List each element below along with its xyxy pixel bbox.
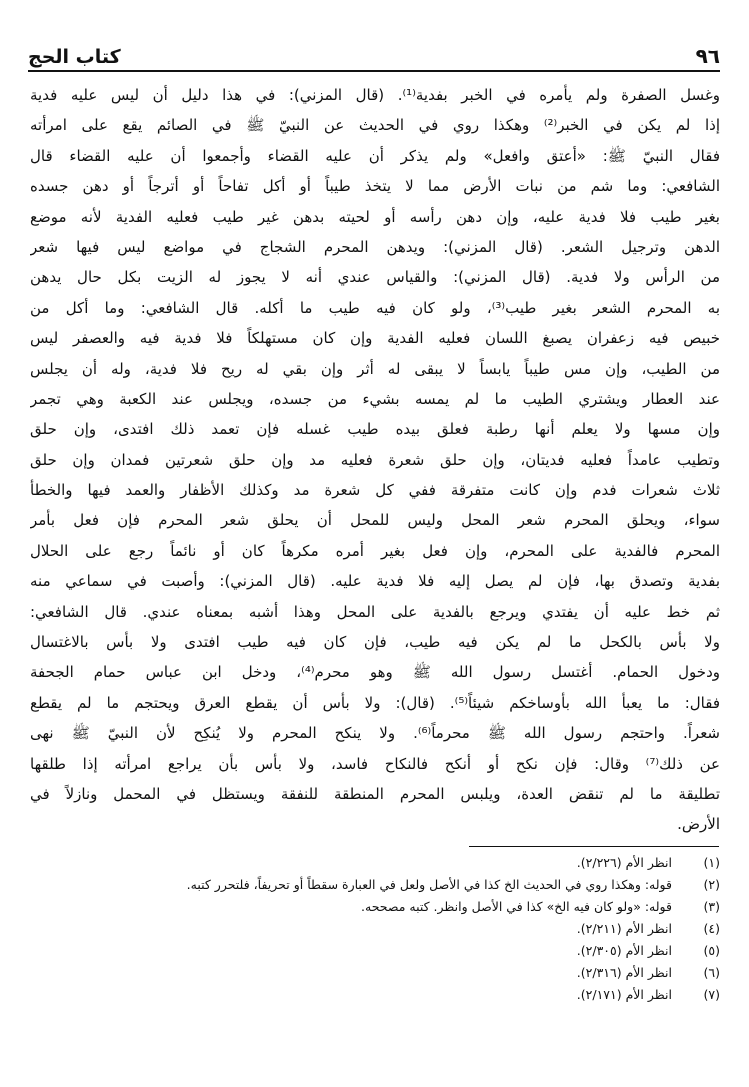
footnote-number: (٧): [703, 987, 720, 1002]
footnote: [30, 852, 720, 874]
text-line: فقال: ما يعبأ الله بأوساخكم شيئاً⁽⁵⁾. (قال): ولا بأس أن يقطع العرق ويحتجم ما لم يقطع: [30, 693, 720, 712]
text-line: ثلاث شعرات فدم وإن كانت متفرقة ففي كل شعرة مد وكذلك الأظفار والعمد فيها والخطأ: [30, 481, 720, 500]
text-line: ودخول الحمام. أغتسل رسول الله ﷺ وهو محرم⁽⁴⁾، ودخل ابن عباس حمام الجحفة: [30, 663, 720, 682]
text-line: الدهن وترجيل الشعر. (قال المزني): ويدهن المحرم الشجاج في مواضع ليس فيها شعر: [30, 237, 720, 256]
header-rule: [28, 70, 720, 72]
footnote-text: انظر الأم (٢/٣٠٥).: [576, 943, 672, 958]
page-header: [28, 38, 720, 68]
text-line: خبيص فيه زعفران يصبغ اللسان فعليه الفدية وإن كان مستهلكاً فلا فدية فيه والعصفر ليس: [30, 329, 720, 348]
footnote-number: (٦): [703, 965, 720, 980]
footnote-number: (٤): [703, 921, 720, 936]
text-line: شعراً. واحتجم رسول الله ﷺ محرماً⁽⁶⁾. ولا ينكح المحرم ولا يُنكِح لأن النبيّ ﷺ نهى: [30, 724, 720, 743]
text-line: عن ذلك⁽⁷⁾ وقال: فإن نكح أو أنكح فالنكاح فاسد، ولا بأس بأن يراجع امرأته إذا طلقها: [30, 754, 720, 773]
text-line: سواء، ويحلق المحرم شعر المحل وليس للمحل أن يحلق شعر المحرم فإن فعل بأمر: [30, 511, 720, 530]
footnote-text: انظر الأم (٢/١٧١).: [576, 987, 672, 1002]
text-line: وتطيب عامداً فعليه فديتان، وإن حلق شعرة فعليه مد وإن حلق شعرتين فمدان وإن حلق: [30, 450, 720, 469]
page-number: ٩٦: [695, 44, 720, 68]
footnote-text: انظر الأم (٢/٢١١).: [576, 921, 672, 936]
text-line: تطليقة ما لم تنقض العدة، ويلبس المحرم المنطقة للنفقة ويستظل في المحمل ونازلاً في: [30, 784, 720, 803]
text-line: المحرم فالفدية على المحرم، وإن فعل بغير أمره مكرهاً كان أو نائماً رجع على الحلال: [30, 541, 720, 560]
footnote: [30, 962, 720, 984]
text-line: عند العطار ويشتري الطيب ما لم يمسه بشيء من جسده، ويجلس عند الكعبة وهي تجمر: [30, 389, 720, 408]
footnote-text: انظر الأم (٢/٢٢٦).: [576, 855, 672, 870]
text-line: من الطيب، وإن مس طيباً يابساً لا يبقى له أثر وإن بقي له ريح فلا فدية، وله أن يجلس: [30, 359, 720, 378]
text-line: وإن مسها ولا يعلم أنها رطبة فعلق بيده طيب غسله فإن تعمد ذلك افتدى، وإن حلق: [30, 420, 720, 439]
text-line: بغير طيب فلا فدية عليه، وإن دهن رأسه أو لحيته بدهن غير طيب فعليه الفدية لأنه موضع: [30, 207, 720, 226]
footnote: [30, 918, 720, 940]
text-line: ولا بأس بالكحل ما لم يكن فيه طيب، فإن كان فيه طيب افتدى ولا بأس بالاغتسال: [30, 633, 720, 652]
footnote: [30, 874, 720, 896]
footnote-number: (١): [703, 855, 720, 870]
footnote-text: قوله: وهكذا روي في الحديث الخ كذا في الأصل ولعل في العبارة سقطاً أو تحريفاً، فلتحرر كتبه.: [186, 877, 672, 892]
book-title: كتاب الحج: [28, 46, 121, 68]
text-line: بفدية وتصدق بها، فإن لم يصل إليه فلا فدية عليه. (قال المزني): وأصبت في سماعي منه: [30, 572, 720, 591]
footnote-number: (٢): [703, 877, 720, 892]
footnote: [30, 940, 720, 962]
footnote-number: (٥): [703, 943, 720, 958]
text-line: فقال النبيّ ﷺ: «أعتق وافعل» ولم يذكر أن عليه القضاء وأجمعوا أن عليه القضاء قال: [30, 146, 720, 165]
text-line: ثم خط عليه أن يفتدي ويرجع بالفدية على المحل وهذا أشبه بمعناه عندي. قال الشافعي:: [30, 602, 720, 621]
text-line: إذا لم يكن في الخبر⁽²⁾ وهكذا روي في الحديث عن النبيّ ﷺ في الصائم يقع على امرأته: [30, 116, 720, 135]
text-line: به المحرم الشعر بغير طيب⁽³⁾، ولو كان فيه طيب ما أكله. قال الشافعي: وما أكل من: [30, 298, 720, 317]
footnote: [30, 984, 720, 1006]
text-line: الشافعي: وما شم من نبات الأرض مما لا يتخذ طيباً أو أكل تفاحاً أو أترجاً أو دهن جسده: [30, 177, 720, 196]
footnote-number: (٣): [703, 899, 720, 914]
footnotes: [30, 852, 720, 1006]
footnote: [30, 896, 720, 918]
footnote-text: انظر الأم (٢/٣١٦).: [576, 965, 672, 980]
footnote-separator: [469, 846, 719, 847]
text-line-last: الأرض.: [677, 815, 720, 834]
main-text: [30, 80, 720, 840]
footnote-text: قوله: «ولو كان فيه الخ» كذا في الأصل وانظر. كتبه مصححه.: [361, 899, 672, 914]
text-line: من الرأس ولا فدية. (قال المزني): والقياس عندي أنه لا يجوز له الزيت بكل حال يدهن: [30, 268, 720, 287]
text-line: وغسل الصفرة ولم يأمره في الخبر بفدية⁽¹⁾. (قال المزني): في هذا دليل أن ليس عليه فدية: [30, 86, 720, 104]
